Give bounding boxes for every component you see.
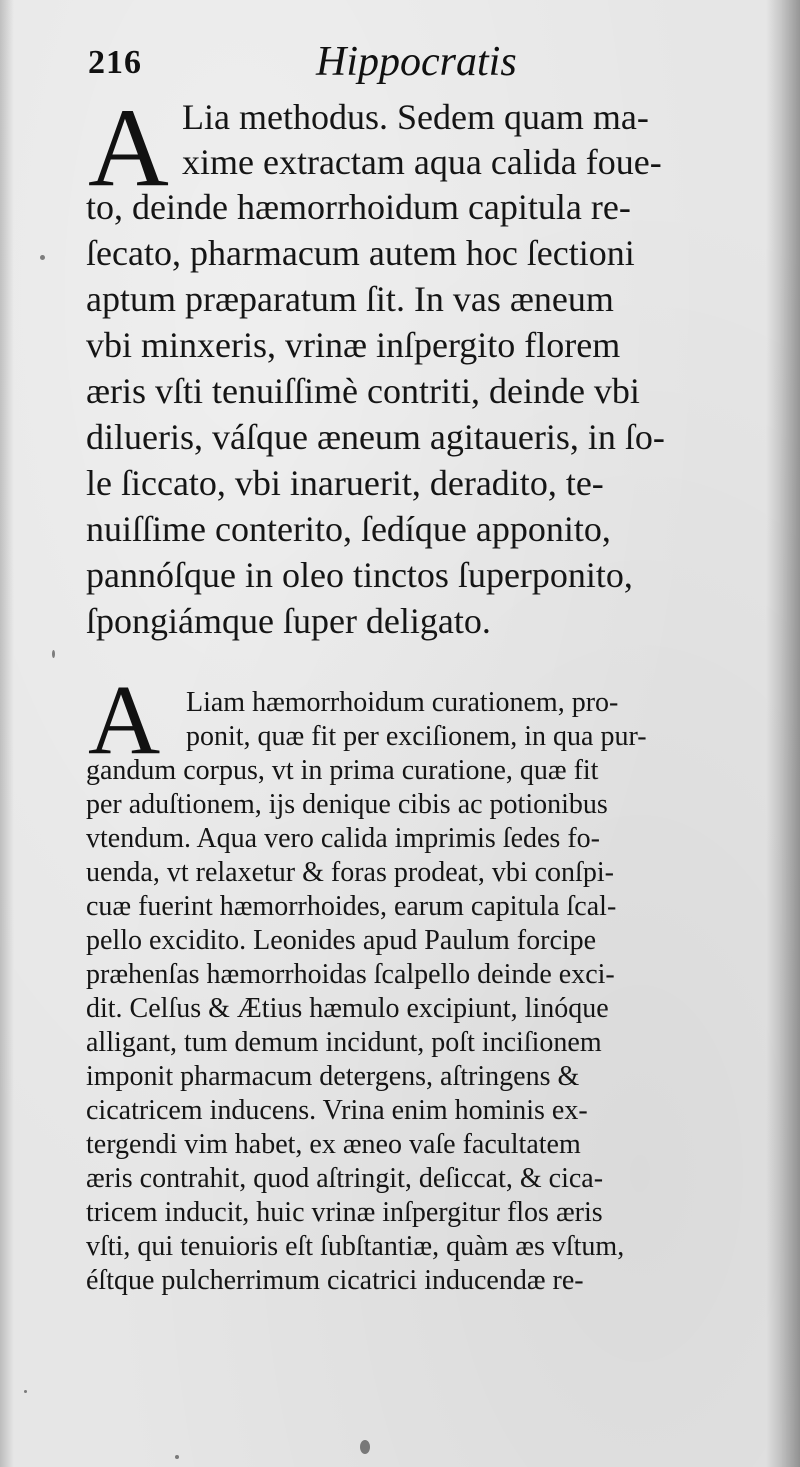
text-line: aptum præparatum ſit. In vas æneum bbox=[86, 279, 614, 319]
page-header bbox=[88, 38, 748, 94]
text-line: æris vſti tenuiſſimè contriti, deinde vbi bbox=[86, 371, 640, 411]
page-shadow-right bbox=[766, 0, 800, 1467]
text-line: uenda, vt relaxetur & foras prodeat, vbi conſpi- bbox=[86, 857, 614, 888]
paper-speck bbox=[40, 255, 45, 260]
page-shadow-left bbox=[0, 0, 14, 1467]
text-line: gandum corpus, vt in prima curatione, quæ fit bbox=[86, 755, 599, 786]
paper-speck bbox=[24, 1390, 27, 1393]
text-line: le ſiccato, vbi inaruerit, deradito, te- bbox=[86, 463, 604, 503]
text-line: tricem inducit, huic vrinæ inſpergitur flos æris bbox=[86, 1197, 603, 1228]
drop-cap: A bbox=[88, 664, 161, 775]
text-line: tergendi vim habet, ex æneo vaſe facultatem bbox=[86, 1129, 581, 1160]
text-line: Liam hæmorrhoidum curationem, pro- bbox=[186, 687, 619, 718]
text-line: xime extractam aqua calida foue- bbox=[182, 142, 662, 182]
text-line: pello excidito. Leonides apud Paulum forcipe bbox=[86, 925, 597, 956]
text-line: vbi minxeris, vrinæ inſpergito florem bbox=[86, 325, 621, 365]
text-line: Lia methodus. Sedem quam ma- bbox=[182, 97, 649, 137]
text-line: éſtque pulcherrimum cicatrici inducendæ re- bbox=[86, 1265, 584, 1296]
text-line: præhenſas hæmorrhoidas ſcalpello deinde exci- bbox=[86, 959, 615, 990]
text-line: dilueris, váſque æneum agitaueris, in ſo- bbox=[86, 417, 665, 457]
text-line: imponit pharmacum detergens, aſtringens & bbox=[86, 1061, 580, 1092]
text-line: cuæ fuerint hæmorrhoides, earum capitula ſcal- bbox=[86, 891, 617, 922]
text-line: to, deinde hæmorrhoidum capitula re- bbox=[86, 187, 631, 227]
paper-speck bbox=[175, 1455, 179, 1459]
text-line: cicatricem inducens. Vrina enim hominis ex- bbox=[86, 1095, 588, 1126]
text-line: æris contrahit, quod aſtringit, deſiccat, & cica- bbox=[86, 1163, 604, 1194]
running-title: Hippocratis bbox=[316, 39, 517, 85]
text-line: dit. Celſus & Ætius hæmulo excipiunt, linóque bbox=[86, 993, 609, 1024]
text-line: alligant, tum demum incidunt, poſt inciſionem bbox=[86, 1027, 602, 1058]
text-line: ſpongiámque ſuper deligato. bbox=[86, 601, 491, 641]
paper-speck bbox=[52, 650, 55, 658]
text-line: ſecato, pharmacum autem hoc ſectioni bbox=[86, 233, 635, 273]
text-line: pannóſque in oleo tinctos ſuperponito, bbox=[86, 555, 633, 595]
text-line: nuiſſime conterito, ſedíque apponito, bbox=[86, 509, 611, 549]
text-line: vſti, qui tenuioris eſt ſubſtantiæ, quàm æs vſtum, bbox=[86, 1231, 625, 1262]
paper-speck bbox=[360, 1440, 370, 1454]
drop-cap: A bbox=[88, 86, 169, 210]
text-line: vtendum. Aqua vero calida imprimis ſedes fo- bbox=[86, 823, 600, 854]
text-line: ponit, quæ fit per exciſionem, in qua pur- bbox=[186, 721, 647, 752]
text-line: per aduſtionem, ijs denique cibis ac potionibus bbox=[86, 789, 608, 820]
page-number: 216 bbox=[88, 44, 142, 81]
